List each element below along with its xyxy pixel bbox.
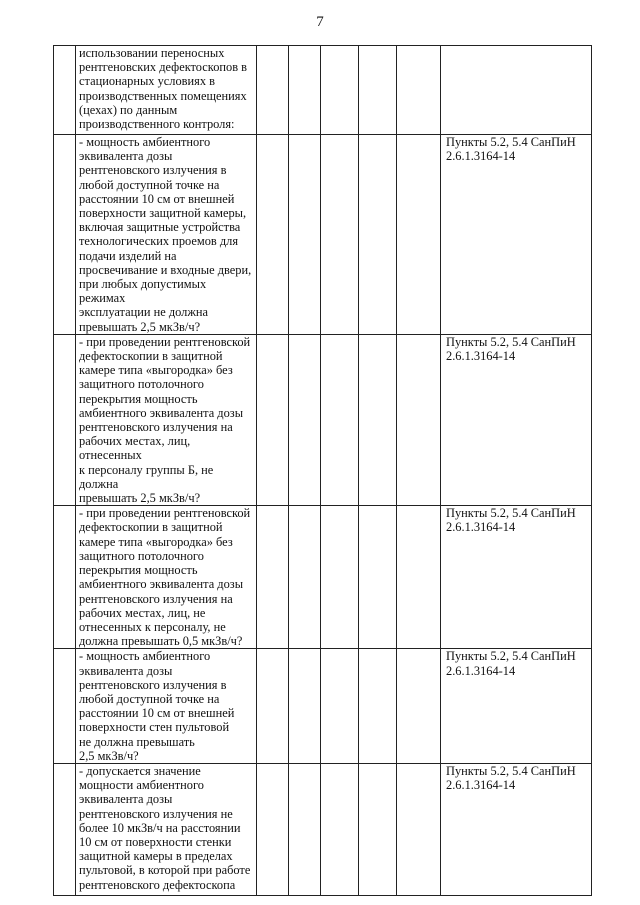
table-row bbox=[54, 46, 592, 135]
reference-text: Пункты 5.2, 5.4 СанПиН 2.6.1.3164-14 bbox=[446, 135, 576, 164]
question-cell bbox=[76, 649, 257, 764]
answer-extra-cell bbox=[359, 46, 397, 135]
answer-yes-cell bbox=[257, 46, 289, 135]
row-number-cell bbox=[54, 506, 76, 649]
checklist-body bbox=[54, 46, 592, 896]
page-number: 7 bbox=[316, 14, 324, 30]
reference-cell bbox=[441, 135, 592, 335]
reference-cell bbox=[441, 46, 592, 135]
question-text: - допускается значение мощности амбиентного эквивалента дозы рентгеновского излучения не более 10 мкЗв/ч на расстоянии 10 см от поверхности стенки защитной камеры в пределах пультовой, в которой при работе рентгеновского дефектоскопа bbox=[79, 763, 251, 892]
answer-na-cell bbox=[321, 135, 359, 335]
answer-na-cell bbox=[321, 46, 359, 135]
answer-no-cell bbox=[289, 46, 321, 135]
answer-yes-cell bbox=[257, 135, 289, 335]
answer-na-cell bbox=[321, 334, 359, 505]
row-number-cell bbox=[54, 763, 76, 895]
answer-yes-cell bbox=[257, 334, 289, 505]
reference-text: Пункты 5.2, 5.4 СанПиН 2.6.1.3164-14 bbox=[446, 649, 576, 678]
reference-cell bbox=[441, 649, 592, 764]
answer-no-cell bbox=[289, 506, 321, 649]
answer-na-cell bbox=[321, 649, 359, 764]
answer-na-cell bbox=[321, 506, 359, 649]
table-row bbox=[54, 763, 592, 895]
question-cell bbox=[76, 334, 257, 505]
answer-no-cell bbox=[289, 135, 321, 335]
answer-no-cell bbox=[289, 649, 321, 764]
row-number-cell bbox=[54, 649, 76, 764]
question-cell bbox=[76, 506, 257, 649]
row-number-cell bbox=[54, 334, 76, 505]
question-text: - мощность амбиентного эквивалента дозы рентгеновского излучения в любой доступной точке на расстоянии 10 см от внешней поверхности защитной камеры, включая защитные устройства технологических проемов для подачи изделий на просвечивание и входные двери, при любых допустимых режимах эксплуатации не должна превышать 2,5 мкЗв/ч? bbox=[79, 135, 252, 334]
table-row bbox=[54, 506, 592, 649]
note-cell bbox=[397, 46, 441, 135]
reference-cell bbox=[441, 506, 592, 649]
answer-no-cell bbox=[289, 763, 321, 895]
answer-yes-cell bbox=[257, 763, 289, 895]
answer-extra-cell bbox=[359, 135, 397, 335]
reference-text: Пункты 5.2, 5.4 СанПиН 2.6.1.3164-14 bbox=[446, 334, 576, 364]
answer-extra-cell bbox=[359, 506, 397, 649]
reference-cell bbox=[441, 334, 592, 505]
answer-extra-cell bbox=[359, 334, 397, 505]
answer-na-cell bbox=[321, 763, 359, 895]
question-text: - при проведении рентгеновской дефектоскопии в защитной камере типа «выгородка» без защитного потолочного перекрытия мощность амбиентного эквивалента дозы рентгеновского излучения на рабочих местах, лиц, не отнесенных к персоналу, не должна превышать 0,5 мкЗв/ч? bbox=[79, 506, 251, 649]
answer-extra-cell bbox=[359, 763, 397, 895]
answer-no-cell bbox=[289, 334, 321, 505]
question-cell bbox=[76, 135, 257, 335]
answer-extra-cell bbox=[359, 649, 397, 764]
reference-cell bbox=[441, 763, 592, 895]
answer-yes-cell bbox=[257, 506, 289, 649]
question-cell bbox=[76, 46, 257, 135]
row-number-cell bbox=[54, 46, 76, 135]
row-number-cell bbox=[54, 135, 76, 335]
note-cell bbox=[397, 334, 441, 505]
checklist-table bbox=[53, 45, 592, 896]
table-row bbox=[54, 649, 592, 764]
note-cell bbox=[397, 649, 441, 764]
table-row bbox=[54, 334, 592, 505]
question-text: - при проведении рентгеновской дефектоскопии в защитной камере типа «выгородка» без защитного потолочного перекрытия мощность амбиентного эквивалента дозы рентгеновского излучения на рабочих местах, лиц, отнесенных к персоналу группы Б, не должна превышать 2,5 мкЗв/ч? bbox=[79, 334, 251, 506]
note-cell bbox=[397, 763, 441, 895]
answer-yes-cell bbox=[257, 649, 289, 764]
note-cell bbox=[397, 506, 441, 649]
question-text: использовании переносных рентгеновских дефектоскопов в стационарных условиях в производственных помещениях (цехах) по данным производственного контроля: bbox=[79, 46, 248, 132]
reference-text: Пункты 5.2, 5.4 СанПиН 2.6.1.3164-14 bbox=[446, 763, 576, 793]
question-text: - мощность амбиентного эквивалента дозы рентгеновского излучения в любой доступной точке на расстоянии 10 см от внешней поверхности стен пультовой не должна превышать 2,5 мкЗв/ч? bbox=[79, 649, 235, 763]
table-row bbox=[54, 135, 592, 335]
reference-text: Пункты 5.2, 5.4 СанПиН 2.6.1.3164-14 bbox=[446, 506, 576, 535]
note-cell bbox=[397, 135, 441, 335]
question-cell bbox=[76, 763, 257, 895]
